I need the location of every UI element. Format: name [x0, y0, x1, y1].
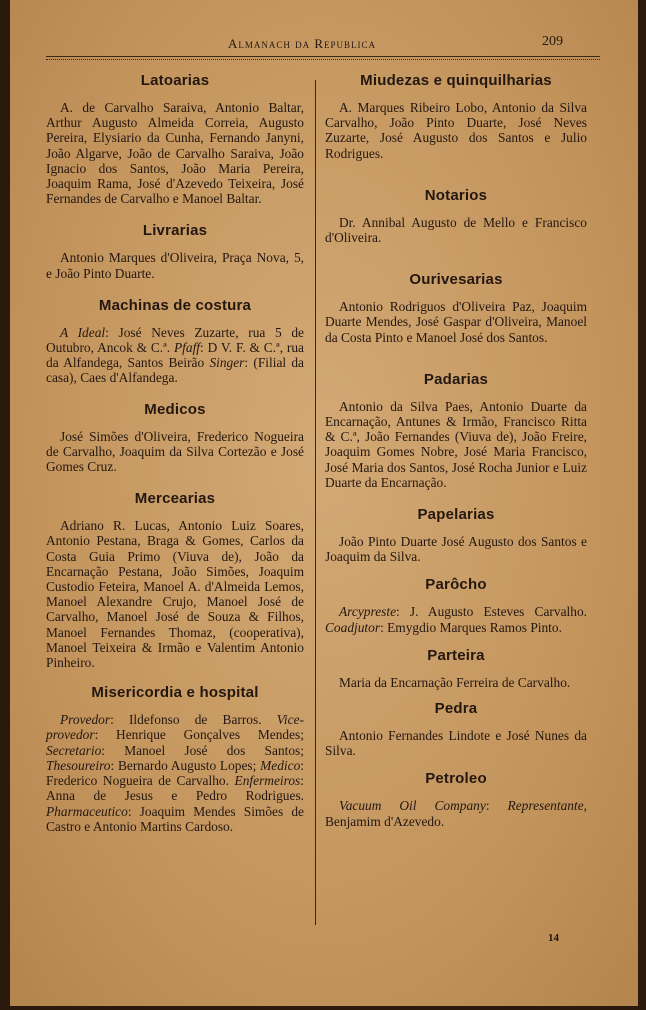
office-title: Thesoureiro	[46, 757, 111, 773]
left-column	[46, 72, 304, 834]
section-text: Antonio Fernandes Lindote e José Nunes da Silva.	[325, 728, 587, 759]
section-ourivesarias	[325, 271, 587, 345]
column-divider	[315, 80, 316, 925]
header-rule	[46, 56, 600, 60]
section-text	[46, 325, 304, 386]
section-misericordia-e-hospital	[46, 684, 304, 834]
almanac-page	[10, 0, 638, 1006]
section-pedra	[325, 700, 587, 758]
text-run: : Joaquim Mendes Simões de Castro e Antonio Martins Cardoso.	[46, 803, 304, 834]
text-run: :	[485, 798, 508, 814]
section-heading: Miudezas e quinquilharias	[360, 72, 552, 89]
right-column	[325, 72, 587, 829]
section-heading: Papelarias	[417, 506, 495, 524]
section-heading: Misericordia e hospital	[91, 684, 259, 702]
section-latoarias	[46, 72, 304, 206]
text-run: : (Filial da casa), Caes d'Alfandega.	[46, 355, 304, 386]
text-run: : Anna de Jesus e Pedro Rodrigues.	[46, 773, 304, 804]
section-heading: Petroleo	[425, 770, 487, 788]
section-text: Maria da Encarnação Ferreira de Carvalho.	[339, 674, 571, 690]
text-run: : José Neves Zuzarte, rua 5 de Outubro, Ancok & C.ª.	[46, 324, 304, 356]
text-run: : Henrique Gonçalves Mendes;	[94, 727, 304, 743]
section-heading: Livrarias	[142, 222, 208, 240]
section-text: Antonio da Silva Paes, Antonio Duarte da Encarnação, Antunes & Irmão, Francisco Ritta & C.ª, João Fernandes (Viuva de), João Freire, Joaquim Gomes Nobre, José Maria Francisco, José Maria dos Santos, José Rocha Junior e Luiz Duarte da Encarnação.	[325, 398, 587, 490]
section-text	[325, 798, 587, 828]
running-title: Almanach da Republica	[228, 36, 377, 51]
section-text: A. de Carvalho Saraiva, Antonio Baltar, Arthur Augusto Almeida Correia, Augusto Pereira, Elysiario da Cunha, Fernando Janyni, João Algarve, João de Carvalho Saraiva, João Ignacio dos Santos, João Maria Pereira, Joaquim Rama, José d'Azevedo Teixeira, José Fernandes de Carvalho e Manoel Baltar.	[46, 100, 304, 207]
text-run: : Bernardo Augusto Lopes;	[110, 757, 261, 773]
office-title: Enfermeiros	[234, 773, 301, 789]
section-padarias	[325, 371, 587, 490]
business-name: Vacuum Oil Company	[339, 798, 486, 814]
section-heading: Parôcho	[425, 576, 487, 594]
office-title: Secretario	[46, 742, 102, 758]
text-run: : J. Augusto Esteves Carvalho.	[396, 604, 587, 620]
section-parocho	[325, 576, 587, 634]
section-text: Antonio Rodriguos d'Oliveira Paz, Joaquim Duarte Mendes, José Gaspar d'Oliveira, Manoel da Costa Pinto e Manoel José dos Santos.	[325, 299, 587, 345]
section-text: Adriano R. Lucas, Antonio Luiz Soares, Antonio Pestana, Braga & Gomes, Carlos da Costa Guia Primo (Viuva de), João da Encarnação Pestana, João Simões, Joaquim Custodio Feteira, Manoel A. d'Almeida Lemos, Manoel Alexandre Crujo, Manoel José de Carvalho, Manoel José de Souza & Filhos, Manoel Fernandes Thomaz, (cooperativa), Manoel Teixeira & Irmão e Valentim Antonio Pinheiro.	[46, 518, 304, 671]
section-text: José Simões d'Oliveira, Frederico Nogueira de Carvalho, Joaquim da Silva Cortezão e José Gomes Cruz.	[46, 428, 304, 475]
section-livrarias	[46, 222, 304, 280]
section-medicos	[46, 401, 304, 475]
section-heading: Medicos	[144, 400, 206, 418]
office-title: Provedor	[60, 712, 111, 728]
office-title: Arcypreste	[339, 604, 397, 620]
section-text	[46, 712, 304, 834]
page-number: 209	[542, 34, 563, 49]
section-heading: Parteira	[427, 646, 485, 664]
office-title: Representante,	[507, 798, 587, 814]
section-parteira	[325, 647, 587, 690]
section-heading: Mercearias	[134, 490, 216, 508]
text-run: : D V. F. & C.ª, rua da Alfandega, Santos Beirão	[46, 340, 304, 371]
section-heading: Latoarias	[140, 72, 210, 89]
text-run: : Emygdio Marques Ramos Pinto.	[380, 619, 562, 635]
section-notarios	[325, 187, 587, 245]
section-petroleo	[325, 770, 587, 828]
section-text: Antonio Marques d'Oliveira, Praça Nova, 5, e João Pinto Duarte.	[46, 250, 304, 281]
section-miudezas-e-quinquilharias	[325, 72, 587, 161]
section-heading: Notarios	[424, 186, 488, 204]
office-title: Coadjutor	[325, 619, 381, 635]
section-text: Dr. Annibal Augusto de Mello e Francisco d'Oliveira.	[325, 214, 587, 246]
section-text: João Pinto Duarte José Augusto dos Santos e Joaquim da Silva.	[325, 534, 587, 565]
text-run: Benjamim d'Azevedo.	[325, 813, 445, 829]
office-title: Vice-provedor	[46, 712, 304, 743]
office-title: Medico	[260, 757, 301, 773]
section-mercearias	[46, 490, 304, 670]
section-heading: Machinas de costura	[98, 296, 252, 314]
business-name: Pfaff	[173, 340, 201, 356]
text-run: : Manoel José dos Santos;	[101, 742, 304, 758]
printer-signature: 14	[548, 932, 559, 944]
section-papelarias	[325, 506, 587, 564]
section-text: A. Marques Ribeiro Lobo, Antonio da Silva Carvalho, João Pinto Duarte, José Neves Zuzarte, José Augusto dos Santos e Julio Rodrigues.	[325, 100, 587, 161]
office-title: Pharmaceutico	[46, 803, 128, 819]
section-heading: Pedra	[434, 700, 478, 718]
section-machinas-de-costura	[46, 297, 304, 386]
business-name: A Ideal	[60, 324, 106, 340]
text-run: : Ildefonso de Barros.	[110, 712, 277, 728]
section-heading: Ourivesarias	[409, 271, 503, 289]
section-text	[325, 604, 587, 634]
text-run: : Frederico Nogueira de Carvalho.	[46, 757, 304, 789]
section-heading: Padarias	[423, 370, 489, 388]
business-name: Singer	[209, 355, 245, 371]
